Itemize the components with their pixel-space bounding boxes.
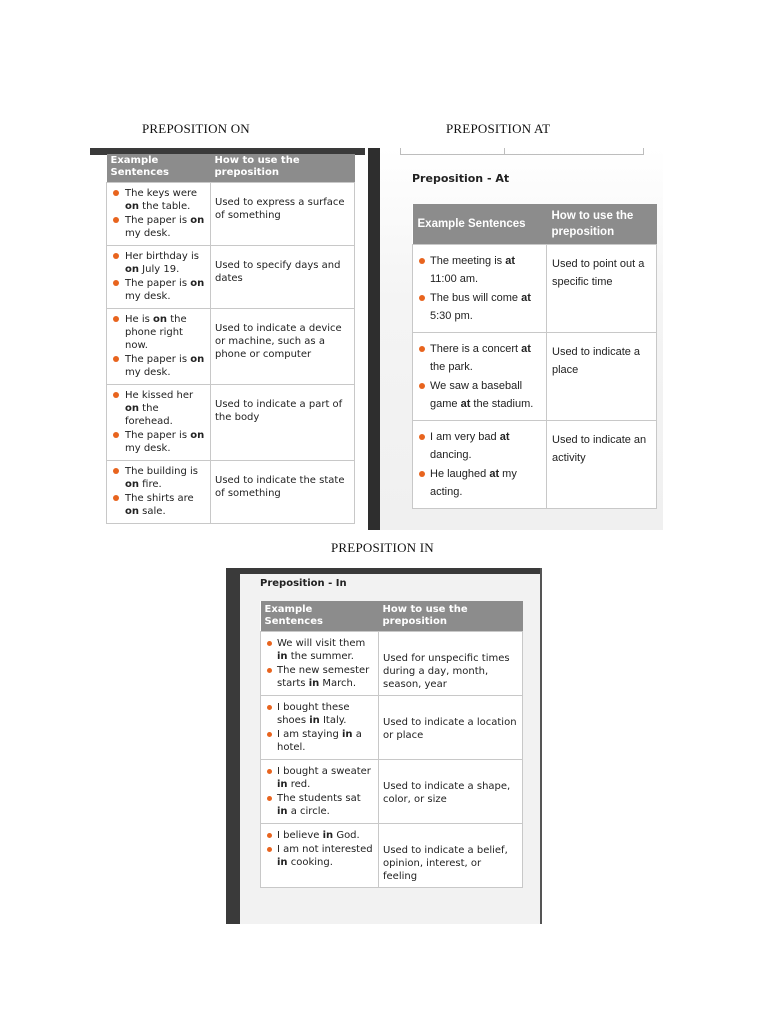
sentence-text: red. [287,779,311,790]
example-sentences-cell [413,421,547,509]
header-how-to-use: How to use the preposition [211,154,355,183]
header-example-sentences: Example Sentences [107,154,211,183]
usage-cell: Used to indicate an activity [547,421,657,509]
sentence-text: I believe [277,830,323,841]
table-row [261,824,523,888]
usage-cell: Used to indicate the state of something [211,461,355,524]
sentence-text: The building is [125,466,198,477]
preposition-word: on [190,215,205,226]
example-sentences-cell [107,461,211,524]
usage-cell: Used to express a surface of something [211,183,355,246]
example-sentence [418,428,542,464]
example-sentence [265,765,374,791]
example-list [111,389,206,455]
at-section-title: Preposition - At [412,172,510,185]
preposition-word: on [153,314,168,325]
example-list [111,250,206,303]
sentence-text: 5:30 pm. [430,310,473,322]
preposition-on-table [106,154,355,524]
preposition-word: at [460,398,471,410]
preposition-word: at [489,468,500,480]
example-sentence [265,637,374,663]
preposition-word: at [521,343,531,355]
example-sentence [111,214,206,240]
example-sentence [265,664,374,690]
table-row [413,245,657,333]
header-how-to-use: How to use the preposition [379,601,523,632]
example-list [418,252,542,325]
example-sentences-cell [261,760,379,824]
example-sentence [111,277,206,303]
example-sentence [418,289,542,325]
sentence-text: The paper is [125,215,191,226]
example-list [111,313,206,379]
table-row [413,333,657,421]
example-sentences-cell [413,333,547,421]
sentence-text: a circle. [287,806,330,817]
preposition-word: on [125,506,139,517]
preposition-word: at [499,431,510,443]
sentence-text: my desk. [125,228,171,239]
sentence-text: The new semester starts [277,665,370,689]
top-border-strip [226,568,542,574]
sentence-text: The students sat [277,793,361,804]
usage-cell: Used to point out a specific time [547,245,657,333]
example-sentence [418,340,542,376]
example-list [265,829,374,869]
example-list [111,187,206,240]
table-row [107,461,355,524]
left-dark-strip [368,148,380,530]
at-panel-background [380,148,663,530]
example-sentence [111,465,206,491]
sentence-text: the stadium. [470,398,534,410]
sentence-text: my acting. [430,468,517,498]
table-header-row [413,204,657,245]
table-row [107,309,355,385]
sentence-text: 11:00 am. [430,273,479,285]
preposition-word: on [125,403,139,414]
example-sentence [111,187,206,213]
sentence-text: God. [333,830,360,841]
sentence-text: dancing. [430,449,472,461]
example-sentences-cell [107,309,211,385]
usage-cell: Used to indicate a belief, opinion, interest, or feeling [379,824,523,888]
example-sentence [265,792,374,818]
sentence-text: We saw a baseball game [430,380,523,410]
sentence-text: sale. [139,506,166,517]
sentence-text: The paper is [125,430,191,441]
usage-cell: Used to indicate a part of the body [211,385,355,461]
sentence-text: the phone right now. [125,314,187,351]
preposition-word: on [190,430,205,441]
example-sentence [418,377,542,413]
sentence-text: The paper is [125,354,191,365]
preposition-word: in [277,857,288,868]
sentence-text: Italy. [319,715,347,726]
preposition-in-screenshot [226,568,542,924]
preposition-word: at [505,255,515,267]
sentence-text: Her birthday is [125,251,200,262]
sentence-text: There is a concert [430,343,522,355]
example-sentence [111,313,206,352]
preposition-word: on [125,479,139,490]
sentence-text: The keys were [125,188,198,199]
sentence-text: the table. [139,201,191,212]
preposition-word: on [190,354,205,365]
example-list [418,428,542,501]
example-sentence [418,252,542,288]
preposition-word: at [521,292,531,304]
sentence-text: March. [319,678,357,689]
example-sentence [265,701,374,727]
preposition-word: in [308,678,320,689]
preposition-at-screenshot [368,148,663,530]
example-sentence [111,429,206,455]
example-sentences-cell [107,183,211,246]
sentence-text: the summer. [287,651,354,662]
usage-cell: Used to indicate a place [547,333,657,421]
preposition-on-screenshot [90,148,365,530]
usage-cell: Used to indicate a shape, color, or size [379,760,523,824]
left-dark-strip [226,568,240,924]
header-example-sentences: Example Sentences [261,601,379,632]
preposition-at-table [412,204,657,509]
sentence-text: We will visit them [277,638,366,649]
usage-cell: Used for unspecific times during a day, month, season, year [379,632,523,696]
example-sentence [265,728,374,754]
preposition-word: on [190,278,205,289]
sentence-text: July 19. [139,264,180,275]
sentence-text: my desk. [125,443,171,454]
example-sentences-cell [261,696,379,760]
table-row [413,421,657,509]
in-section-title: Preposition - In [260,578,347,589]
usage-cell: Used to indicate a device or machine, such as a phone or computer [211,309,355,385]
sentence-text: He laughed [430,468,490,480]
example-sentences-cell [261,632,379,696]
example-sentence [265,843,374,869]
table-row [261,632,523,696]
sentence-text: my desk. [125,291,171,302]
caption-preposition-on: PREPOSITION ON [142,121,250,136]
usage-cell: Used to specify days and dates [211,246,355,309]
example-sentences-cell [107,385,211,461]
cut-off-table-edge [400,148,644,155]
caption-preposition-at: PREPOSITION AT [446,121,551,136]
sentence-text: He is [125,314,154,325]
table-row [261,696,523,760]
sentence-text: I am very bad [430,431,500,443]
example-sentences-cell [107,246,211,309]
sentence-text: my desk. [125,367,171,378]
preposition-word: on [125,264,139,275]
example-sentence [111,353,206,379]
header-example-sentences: Example Sentences [413,204,547,245]
example-sentence [111,250,206,276]
preposition-word: in [309,715,320,726]
sentence-text: The bus will come [430,292,522,304]
sentence-text: I bought a sweater [277,766,371,777]
sentence-text: cooking. [287,857,333,868]
example-list [265,701,374,754]
example-list [111,465,206,518]
table-header-row [107,154,355,183]
sentence-text: the forehead. [125,403,173,427]
preposition-word: in [322,830,334,841]
preposition-word: in [277,651,288,662]
sentence-text: The shirts are [125,493,194,504]
table-row [261,760,523,824]
header-how-to-use: How to use the preposition [547,204,657,245]
example-sentences-cell [261,824,379,888]
example-list [265,637,374,690]
example-sentence [418,465,542,501]
example-sentence [111,389,206,428]
sentence-text: I am not interested [277,844,373,855]
sentence-text: He kissed her [125,390,194,401]
preposition-word: in [277,779,288,790]
example-sentence [111,492,206,518]
example-list [265,765,374,818]
sentence-text: I am staying [277,729,342,740]
right-dark-strip [540,568,542,924]
table-header-row [261,601,523,632]
sentence-text: The meeting is [430,255,506,267]
table-row [107,385,355,461]
example-list [418,340,542,413]
sentence-text: The paper is [125,278,191,289]
table-row [107,183,355,246]
preposition-in-table [260,601,523,888]
preposition-word: in [277,806,288,817]
sentence-text: a hotel. [277,729,362,753]
sentence-text: I bought these shoes [277,702,350,726]
caption-preposition-in: PREPOSITION IN [331,540,434,555]
example-sentence [265,829,374,842]
preposition-word: in [342,729,353,740]
sentence-text: the park. [430,361,473,373]
preposition-word: on [125,201,139,212]
usage-cell: Used to indicate a location or place [379,696,523,760]
example-sentences-cell [413,245,547,333]
sentence-text: fire. [139,479,162,490]
table-row [107,246,355,309]
